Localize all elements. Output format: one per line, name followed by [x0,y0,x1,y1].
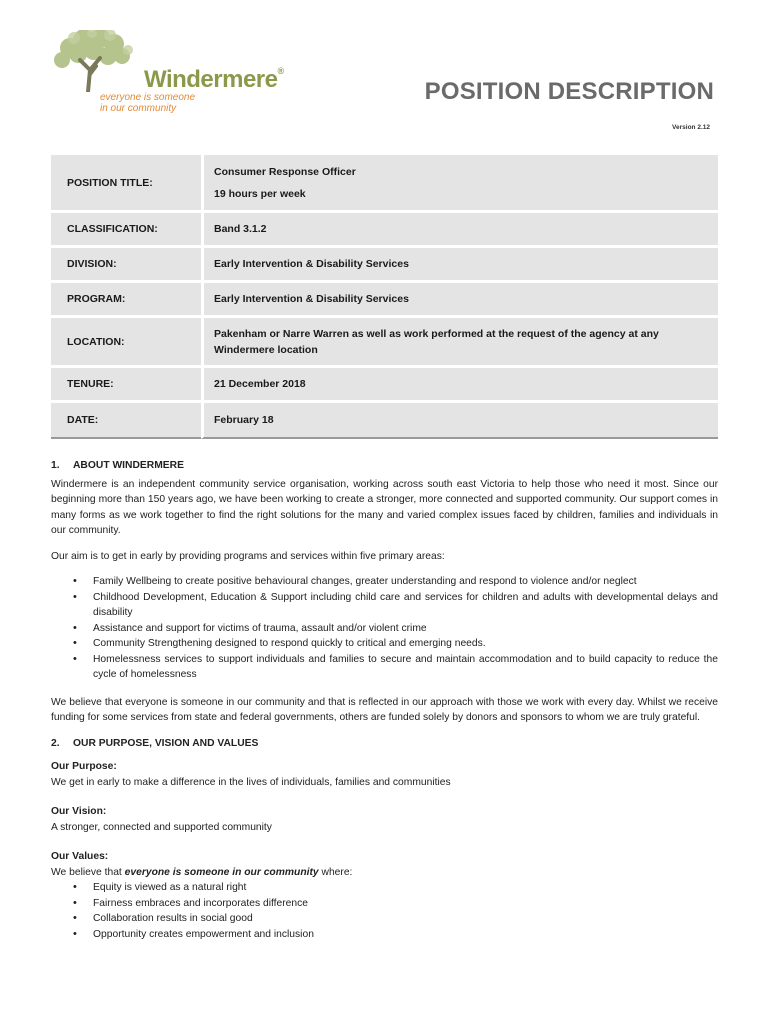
list-item: • Equity is viewed as a natural right [51,880,718,896]
about-paragraph-2: Our aim is to get in early by providing programs and services within five primary areas: [51,550,445,562]
position-title-label: POSITION TITLE: [51,155,201,213]
vision-text: A stronger, connected and supported community [51,821,272,833]
position-info-table [51,155,718,439]
date-label: DATE: [51,403,201,439]
document-body [51,458,718,942]
brand-name: Windermere® [144,66,284,93]
values-label: Our Values: [51,851,109,862]
row-classification [51,213,718,248]
list-item: • Childhood Development, Education & Support including child care and services for children and adults with developmental delays and disability [51,590,718,621]
brand-tagline: everyone is someone in our community [100,92,196,114]
about-paragraph-1: Windermere is an independent community service organisation, working across south east Victoria to help those who need it most. Since our beginning more than 150 years ago, we have been working to create a stronger, more connected and supported community. Our support comes in many forms as we work together to find the right solutions for the many and varied complex issues faced by children, families and individuals in our community. [51,478,718,536]
purpose-label: Our Purpose: [51,761,117,772]
list-item: • Collaboration results in social good [51,911,718,927]
values-list [51,880,718,942]
purpose-text: We get in early to make a difference in the lives of individuals, families and communities [51,776,451,788]
list-item: • Fairness embraces and incorporates difference [51,896,718,912]
section-2-heading: 2. OUR PURPOSE, VISION AND VALUES [51,737,259,749]
classification-label: CLASSIFICATION: [51,213,201,248]
row-tenure [51,368,718,403]
division-label: DIVISION: [51,248,201,283]
tree-icon [50,30,140,92]
row-division [51,248,718,283]
primary-areas-list [51,574,718,683]
purpose-block [51,759,718,790]
location-value: Pakenham or Narre Warren as well as work performed at the request of the agency at any Windermere location [201,318,718,368]
row-location [51,318,718,368]
row-program [51,283,718,318]
tenure-label: TENURE: [51,368,201,403]
about-paragraph-3: We believe that everyone is someone in our community and that is reflected in our approach with those we work with every day. Whilst we receive funding for some services from state and federal governments, others are funded solely by donors and sponsors to whom we are truly grateful. [51,696,718,723]
version-label: Version 2.12 [672,124,710,131]
program-value: Early Intervention & Disability Services [201,283,718,318]
list-item: • Community Strengthening designed to respond quickly to critical and emerging needs. [51,636,718,652]
program-label: PROGRAM: [51,283,201,318]
vision-block [51,804,718,835]
tenure-value: 21 December 2018 [201,368,718,403]
division-value: Early Intervention & Disability Services [201,248,718,283]
list-item: • Family Wellbeing to create positive behavioural changes, greater understanding and respond to violence and/or neglect [51,574,718,590]
list-item: • Assistance and support for victims of trauma, assault and/or violent crime [51,621,718,637]
classification-value: Band 3.1.2 [201,213,718,248]
values-intro: We believe that everyone is someone in our community where: [51,866,353,878]
page-title: POSITION DESCRIPTION [424,78,714,105]
windermere-logo [50,30,284,120]
position-title-value: Consumer Response Officer 19 hours per week [201,155,718,213]
row-position-title [51,155,718,213]
row-date [51,403,718,439]
vision-label: Our Vision: [51,806,107,817]
date-value: February 18 [201,403,718,439]
section-1-heading: 1. ABOUT WINDERMERE [51,460,184,471]
values-block [51,849,718,942]
location-label: LOCATION: [51,318,201,368]
list-item: • Homelessness services to support individuals and families to secure and maintain accommodation and to build capacity to reduce the cycle of homelessness [51,652,718,683]
list-item: • Opportunity creates empowerment and inclusion [51,927,718,943]
